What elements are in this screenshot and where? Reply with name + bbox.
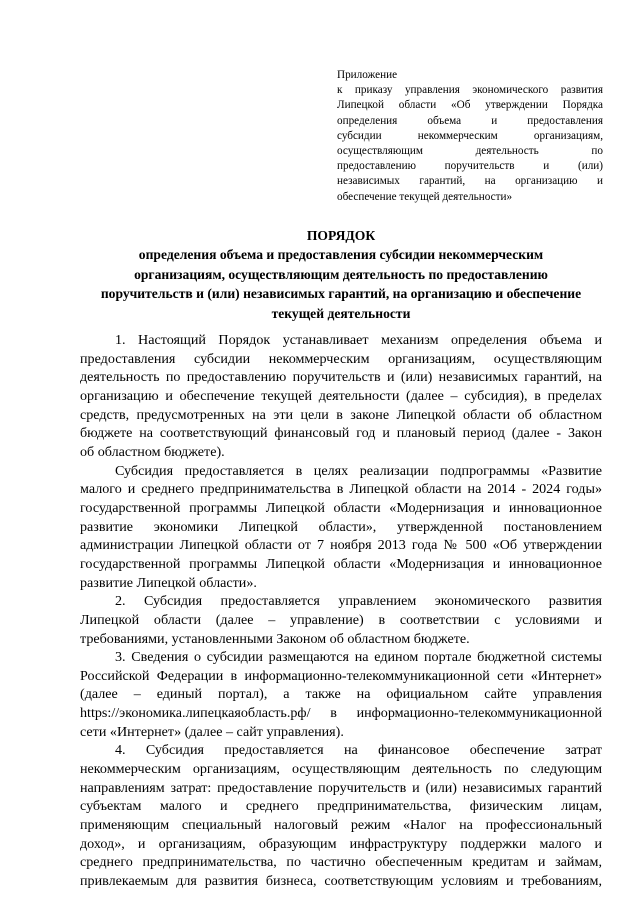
text-line: направлениям затрат: предоставление поручительств и (или) независимых гарантий [80,779,602,796]
paragraph-1 [80,331,602,462]
appendix-line: осуществляющим деятельность по [337,145,603,158]
appendix-line: субсидии некоммерческим организациям, [337,129,603,142]
paragraph-2 [80,592,602,648]
text-line: некоммерческим организациям, осуществляющим деятельность по следующим [80,761,602,778]
appendix-line: Липецкой области «Об утверждении Порядка [337,99,603,112]
title-line: поручительств и (или) независимых гарантий, на организацию и обеспечение [100,286,582,302]
appendix-line: Приложение [337,69,398,81]
text-line: (далее – единый портал), а также на официальном сайте управления [80,686,602,703]
text-line: доход», и организациям, образующим инфраструктуру поддержки малого и [80,835,602,852]
title-line: определения объема и предоставления субсидии некоммерческим [138,247,544,263]
text-line: https://экономика.липецкаяобласть.рф/ в информационно-телекоммуникационной [80,705,602,722]
text-line: деятельность по предоставлению поручительств и (или) независимых гарантий, на [80,369,602,386]
text-line: государственной программы Липецкой области «Модернизация и инновационное [80,555,602,572]
paragraph-subsidy-goal [80,462,602,593]
text-line: Российской Федерации в информационно-телекоммуникационной сети «Интернет» [80,667,602,684]
document-body [80,331,602,891]
text-line: применяющим специальный налоговый режим «Налог на профессиональный [80,817,602,834]
appendix-line: к приказу управления экономического развития [337,84,603,97]
document-title [80,226,602,323]
paragraph-3 [80,648,602,741]
text-line: развитие Липецкой области». [80,574,257,591]
text-line: 3. Сведения о субсидии размещаются на едином портале бюджетной системы [115,649,602,666]
text-line: малого и среднего предпринимательства в Липецкой области на 2014 - 2024 годы» [80,481,602,498]
text-line: организацию и обеспечение текущей деятельности (далее – субсидия), в пределах [80,387,602,404]
appendix-line: независимых гарантий, на организацию и [337,175,603,188]
title-line: текущей деятельности [271,305,411,321]
text-line: 1. Настоящий Порядок устанавливает механизм определения объема и [115,332,602,348]
appendix-note [337,68,603,205]
text-line: субъектам малого и среднего предпринимательства, физическим лицам, [80,798,602,815]
text-line: бюджете на соответствующий финансовый год и плановый период (далее - Закон [80,425,602,442]
text-line: 2. Субсидия предоставляется управлением экономического развития [115,593,602,610]
appendix-line: определения объема и предоставления [337,114,603,127]
appendix-line: обеспечение текущей деятельности» [337,190,513,203]
paragraph-4 [80,741,602,890]
text-line: Липецкой области (далее – управление) в соответствии с условиями и [80,611,602,628]
text-line: предоставления субсидии некоммерческим организациям, осуществляющим [80,350,602,367]
text-line: развитие экономики Липецкой области», утвержденной постановлением [80,518,602,535]
text-line: Субсидия предоставляется в целях реализации подпрограммы «Развитие [115,462,602,479]
text-line: привлекаемым для развития бизнеса, соответствующим условиям и требованиям, [80,873,602,890]
text-line: об областном бюджете). [80,443,225,460]
text-line: среднего предпринимательства, по частично обеспеченным кредитам и займам, [80,854,602,871]
text-line: сети «Интернет» (далее – сайт управления). [80,723,344,740]
text-line: 4. Субсидия предоставляется на финансовое обеспечение затрат [115,742,602,759]
title-line: организациям, осуществляющим деятельность по предоставлению [134,266,548,282]
appendix-line: предоставлению поручительств и (или) [337,160,603,173]
text-line: администрации Липецкой области от 7 ноября 2013 года № 500 «Об утверждении [80,537,602,554]
text-line: требованиями, установленными Законом об областном бюджете. [80,630,470,647]
title-main: ПОРЯДОК [306,228,376,243]
text-line: государственной программы Липецкой области «Модернизация и инновационное [80,499,602,516]
text-line: средств, предусмотренных на эти цели в законе Липецкой области об областном [80,406,602,423]
